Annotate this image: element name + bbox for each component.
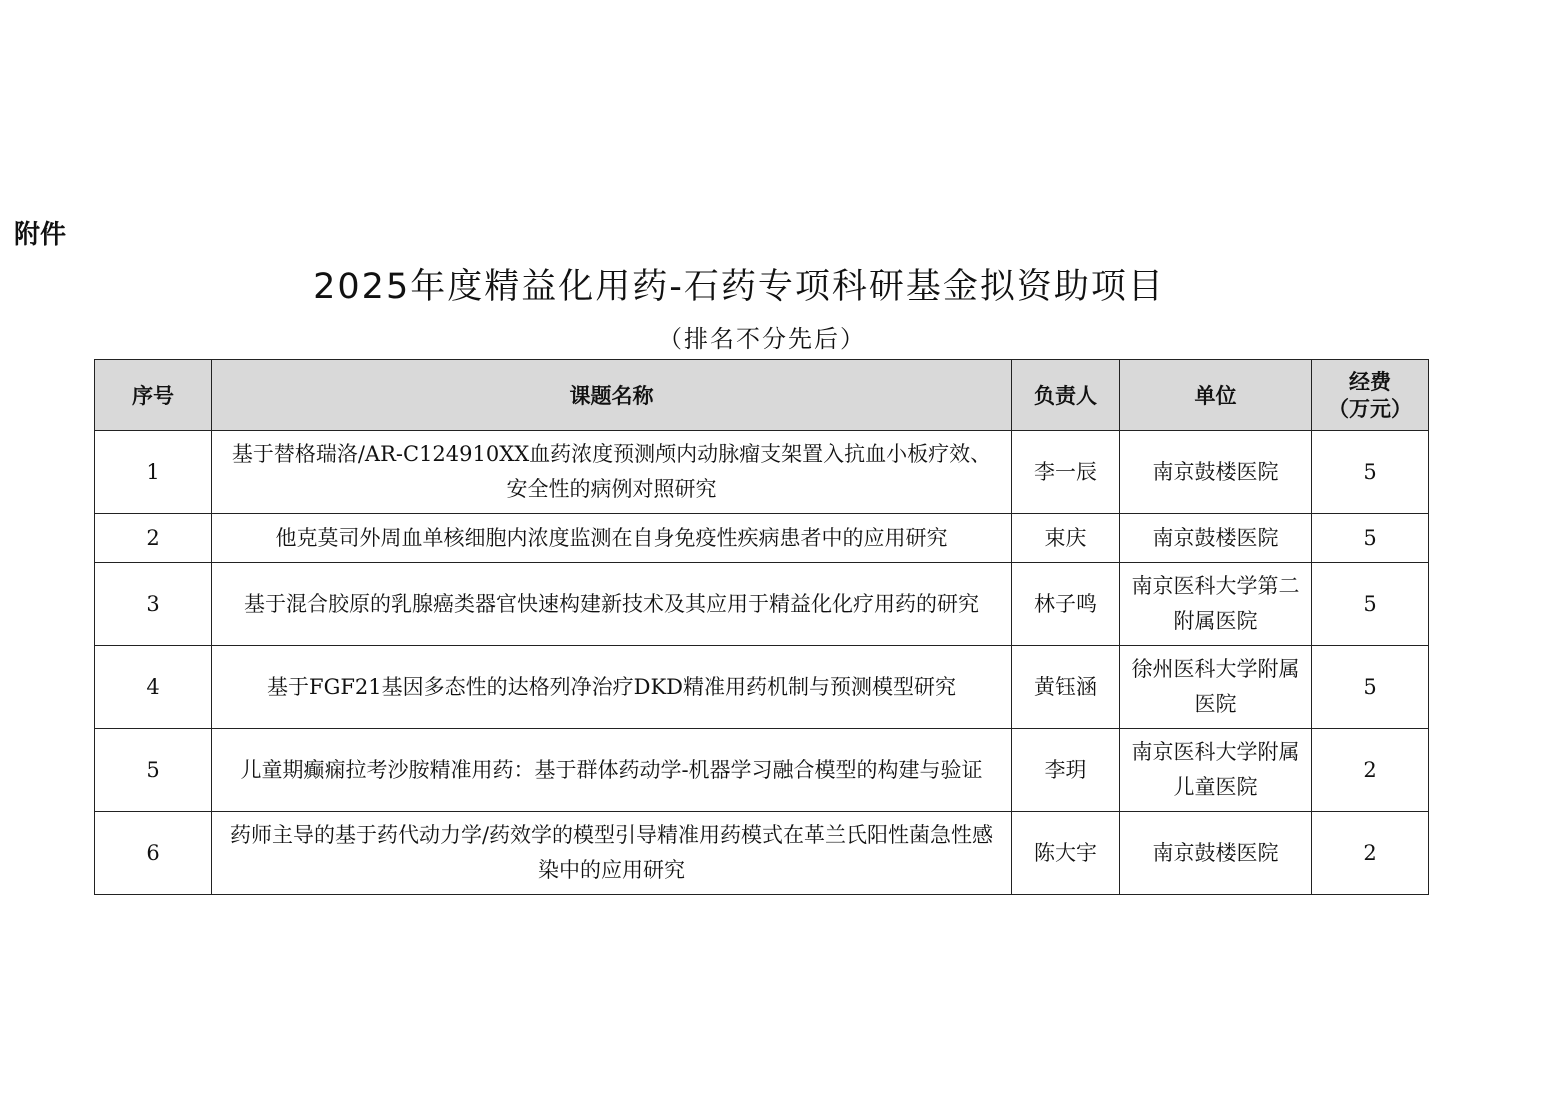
row-leader: 李一辰: [1012, 431, 1120, 514]
row-unit: 南京医科大学第二附属医院: [1120, 563, 1312, 646]
row-funding: 5: [1312, 514, 1429, 563]
row-index: 4: [95, 646, 212, 729]
table-row: [95, 812, 1429, 895]
row-leader: 束庆: [1012, 514, 1120, 563]
row-funding: 5: [1312, 563, 1429, 646]
row-index: 5: [95, 729, 212, 812]
row-funding: 5: [1312, 646, 1429, 729]
row-index: 1: [95, 431, 212, 514]
row-index: 6: [95, 812, 212, 895]
table-header-row: [95, 360, 1429, 431]
table-row: [95, 646, 1429, 729]
document-title: 2025年度精益化用药-石药专项科研基金拟资助项目: [313, 267, 1165, 307]
row-topic: 基于混合胶原的乳腺癌类器官快速构建新技术及其应用于精益化化疗用药的研究: [212, 563, 1012, 646]
row-topic: 儿童期癫痫拉考沙胺精准用药：基于群体药动学-机器学习融合模型的构建与验证: [212, 729, 1012, 812]
table-row: [95, 563, 1429, 646]
row-unit: 徐州医科大学附属医院: [1120, 646, 1312, 729]
row-unit: 南京医科大学附属儿童医院: [1120, 729, 1312, 812]
row-topic: 基于替格瑞洛/AR-C124910XX血药浓度预测颅内动脉瘤支架置入抗血小板疗效、安全性的病例对照研究: [212, 431, 1012, 514]
row-leader: 林子鸣: [1012, 563, 1120, 646]
row-leader: 陈大宇: [1012, 812, 1120, 895]
header-leader: 负责人: [1012, 360, 1120, 431]
row-unit: 南京鼓楼医院: [1120, 431, 1312, 514]
header-topic: 课题名称: [212, 360, 1012, 431]
table-row: [95, 431, 1429, 514]
row-leader: 李玥: [1012, 729, 1120, 812]
row-topic: 基于FGF21基因多态性的达格列净治疗DKD精准用药机制与预测模型研究: [212, 646, 1012, 729]
row-index: 3: [95, 563, 212, 646]
row-topic: 他克莫司外周血单核细胞内浓度监测在自身免疫性疾病患者中的应用研究: [212, 514, 1012, 563]
table-row: [95, 729, 1429, 812]
funded-projects-table: [94, 359, 1429, 895]
document-subtitle: （排名不分先后）: [658, 325, 866, 353]
row-funding: 5: [1312, 431, 1429, 514]
row-topic: 药师主导的基于药代动力学/药效学的模型引导精准用药模式在革兰氏阳性菌急性感染中的应用研究: [212, 812, 1012, 895]
header-funding-line2: （万元）: [1328, 396, 1412, 421]
row-unit: 南京鼓楼医院: [1120, 514, 1312, 563]
header-funding: [1312, 360, 1429, 431]
header-unit: 单位: [1120, 360, 1312, 431]
row-index: 2: [95, 514, 212, 563]
header-funding-line1: 经费: [1349, 369, 1391, 394]
row-funding: 2: [1312, 729, 1429, 812]
attachment-label: 附件: [14, 220, 67, 250]
row-leader: 黄钰涵: [1012, 646, 1120, 729]
header-index: 序号: [95, 360, 212, 431]
row-funding: 2: [1312, 812, 1429, 895]
row-unit: 南京鼓楼医院: [1120, 812, 1312, 895]
table-row: [95, 514, 1429, 563]
